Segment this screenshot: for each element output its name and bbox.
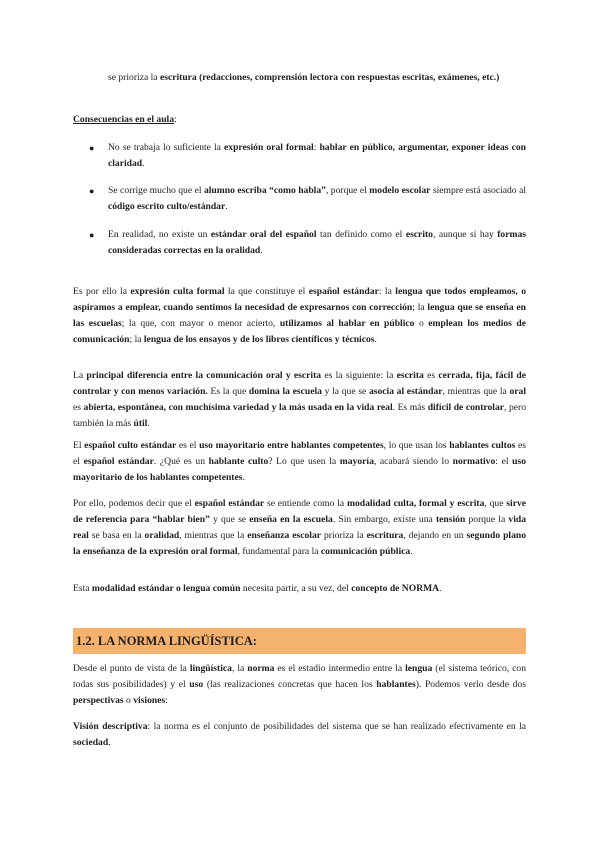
paragraph-cultured-speaker: El español culto estándar es el uso mayoritario entre hablantes competentes, lo que usan los hablantes cultos es el español estándar. ¿Qué es un hablante culto? Lo que usen la mayoría, acabará siendo lo normativo: el uso mayoritario de los hablantes competentes.	[73, 440, 527, 483]
list-item: ● No se trabaja lo suficiente la expresión oral formal: hablar en público, argumentar, exponer ideas con claridad.	[89, 142, 526, 169]
bullet-icon: ●	[89, 143, 95, 153]
paragraph-descriptive-view: Visión descriptiva: la norma es el conjunto de posibilidades del sistema que se han realizado efectivamente en la sociedad.	[73, 721, 526, 748]
paragraph-standard-spanish: Es por ello la expresión culta formal la que constituye el español estándar: la lengua que todos empleamos, o aspiramos a emplear, cuando sentimos la necesidad de expresarnos con corrección; la lengua que se enseña en las escuelas; la que, con mayor o menor acierto, utilizamos al hablar en público o emplean los medios de comunicación; la lengua de los ensayos y de los libros científicos y técnicos.	[73, 286, 527, 345]
list-item: ● Se corrige mucho que el alumno escriba “como habla”, porque el modelo escolar siempre está asociado al código escrito culto/estándar.	[89, 185, 526, 212]
section-title: 1.2. LA NORMA LINGÜÍSTICA:	[76, 634, 257, 648]
paragraph-norma-concept: Esta modalidad estándar o lengua común necesita partir, a su vez, del concepto de NORMA.	[73, 583, 442, 594]
paragraph-oral-vs-written: La principal diferencia entre la comunicación oral y escrita es la siguiente: la escrita es cerrada, fija, fácil de controlar y con menos variación. Es la que domina la escuela y la que se asocia al estándar, mientras que la oral es abierta, espontánea, con muchísima variedad y la más usada en la vida real. Es más difícil de controlar, pero también la más útil.	[73, 370, 527, 429]
bullet-icon: ●	[89, 186, 95, 196]
paragraph-tension: Por ello, podemos decir que el español estándar se entiende como la modalidad culta, formal y escrita, que sirve de referencia para “hablar bien” y que se enseña en la escuela. Sin embargo, existe una tensión porque la vida real se basa en la oralidad, mientras que la enseñanza escolar prioriza la escritura, dejando en un segundo plano la enseñanza de la expresión oral formal, fundamental para la comunicación pública.	[73, 498, 527, 557]
paragraph-norma-definition: Desde el punto de vista de la lingüística, la norma es el estadio intermedio entre la lengua (el sistema teórico, con todas sus posibilidades) y el uso (las realizaciones concretas que hacen los hablantes). Podemos verlo desde dos perspectivas o visiones:	[73, 663, 527, 706]
section-heading	[73, 628, 526, 654]
list-item: ● En realidad, no existe un estándar oral del español tan definido como el escrito, aunque sí hay formas consideradas correctas en la oralidad.	[89, 229, 526, 256]
consequences-heading: Consecuencias en el aula:	[73, 114, 177, 125]
intro-paragraph: se prioriza la escritura (redacciones, comprensión lectora con respuestas escritas, exámenes, etc.)	[108, 72, 500, 83]
bullet-icon: ●	[89, 230, 95, 240]
